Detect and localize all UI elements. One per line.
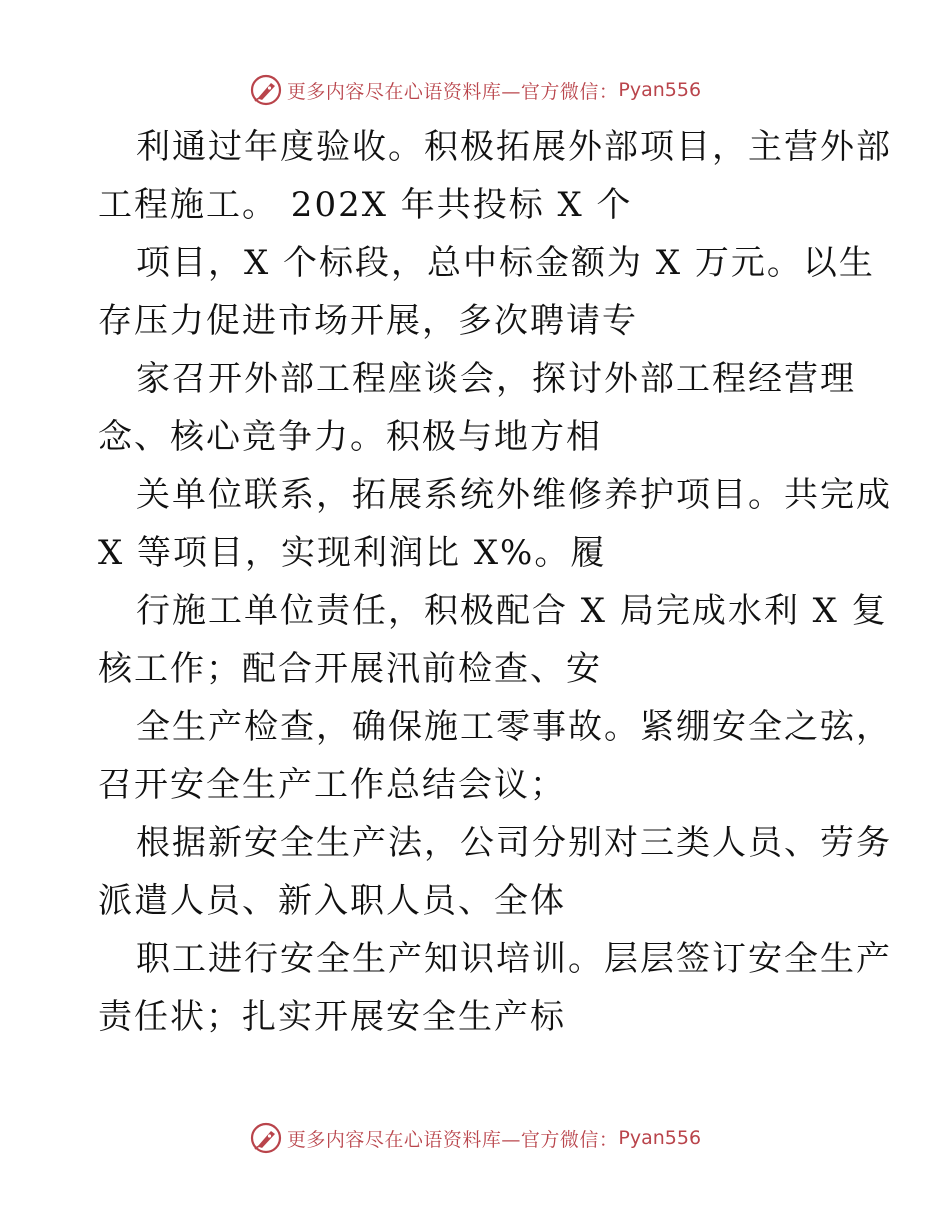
footer-wechat-id: Pyan556: [618, 1127, 702, 1149]
body-line: 派遣人员、新入职人员、全体: [98, 881, 566, 921]
body-line: 利通过年度验收。积极拓展外部项目，主营外部: [136, 127, 892, 167]
body-line: 家召开外部工程座谈会，探讨外部工程经营理: [136, 359, 856, 399]
body-line: 核工作；配合开展汛前检查、安: [98, 649, 602, 689]
footer-banner-text: 更多内容尽在心语资料库—官方微信：: [286, 1128, 619, 1151]
body-line: 全生产检查，确保施工零事故。紧绷安全之弦，: [136, 707, 892, 747]
body-line: 存压力促进市场开展，多次聘请专: [98, 301, 638, 341]
body-line: X 等项目，实现利润比 X%。履: [98, 533, 607, 573]
footer-banner: [0, 1118, 950, 1158]
body-line: 根据新安全生产法，公司分别对三类人员、劳务: [136, 823, 892, 863]
body-line: 行施工单位责任，积极配合 X 局完成水利 X 复: [136, 591, 888, 631]
body-line: 项目，X 个标段，总中标金额为 X 万元。以生: [136, 243, 875, 283]
footer-banner-inner: [249, 1121, 701, 1155]
body-line: 召开安全生产工作总结会议；: [98, 765, 566, 805]
header-banner: [0, 70, 950, 110]
header-banner-inner: [249, 73, 701, 107]
body-line: 关单位联系，拓展系统外维修养护项目。共完成: [136, 475, 892, 515]
pen-nib-logo-icon: [249, 73, 283, 107]
header-banner-text: 更多内容尽在心语资料库—官方微信：: [286, 80, 619, 103]
pen-nib-logo-icon: [249, 1121, 283, 1155]
header-wechat-id: Pyan556: [618, 79, 702, 101]
body-line: 职工进行安全生产知识培训。层层签订安全生产: [136, 939, 892, 979]
body-line: 念、核心竞争力。积极与地方相: [98, 417, 602, 457]
body-line: 责任状；扎实开展安全生产标: [98, 997, 566, 1037]
body-line: 工程施工。 202X 年共投标 X 个: [98, 185, 633, 225]
document-body: [98, 118, 892, 1046]
